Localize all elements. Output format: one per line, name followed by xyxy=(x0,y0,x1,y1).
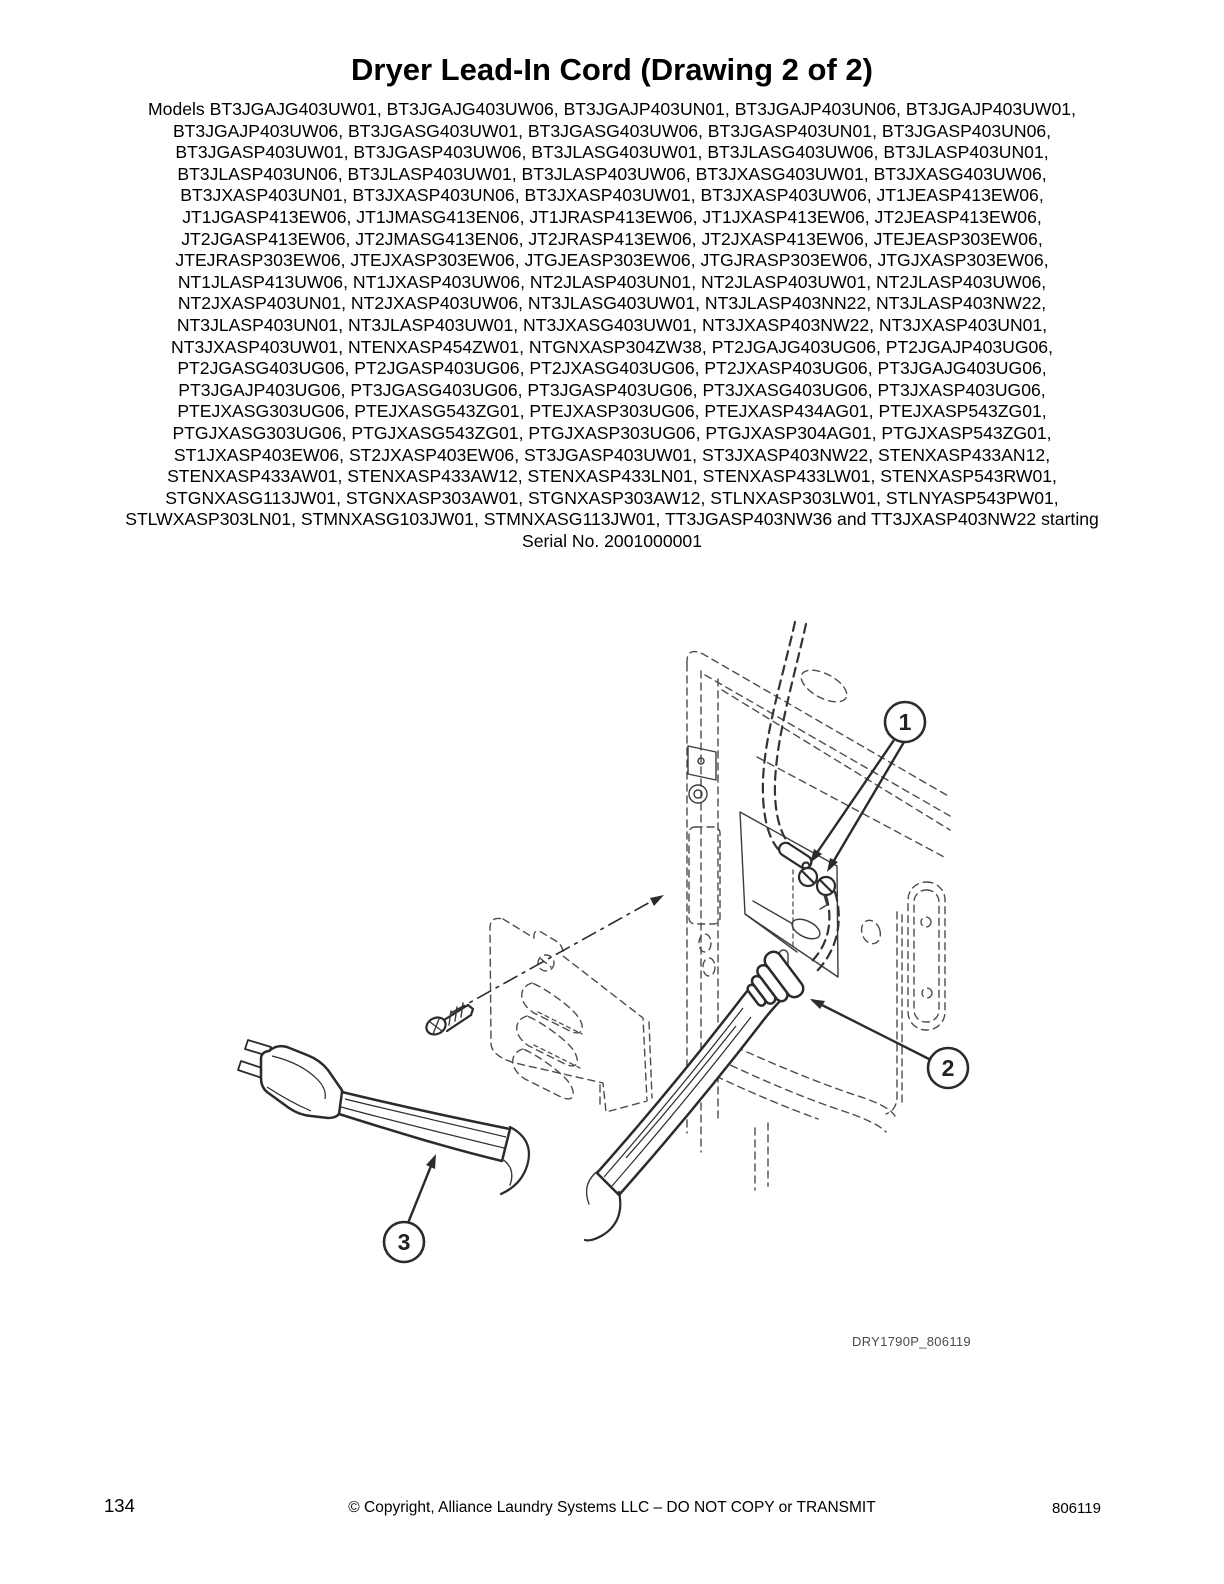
models-list-line: BT3JXASP403UN01, BT3JXASP403UN06, BT3JXASP403UW01, BT3JXASP403UW06, JT1JEASP413EW06, xyxy=(180,185,1044,206)
models-list-line: PTGJXASG303UG06, PTGJXASG543ZG01, PTGJXASP303UG06, PTGJXASP304AG01, PTGJXASP543ZG01, xyxy=(172,422,1052,443)
assembly-direction-arrow xyxy=(451,895,664,1013)
models-list-line: PT2JGASG403UG06, PT2JGASP403UG06, PT2JXASG403UG06, PT2JXASP403UG06, PT3JGAJG403UG06, xyxy=(177,358,1047,379)
power-cord-plug xyxy=(238,1040,344,1118)
models-list-line: BT3JGASP403UW01, BT3JGASP403UW06, BT3JLASG403UW01, BT3JLASG403UW06, BT3JLASP403UN01, xyxy=(175,142,1049,163)
models-list-line: BT3JLASP403UN06, BT3JLASP403UW01, BT3JLASP403UW06, BT3JXASG403UW01, BT3JXASG403UW06, xyxy=(177,163,1047,184)
power-cord xyxy=(339,972,787,1240)
models-list-line: PT3JGAJP403UG06, PT3JGASG403UG06, PT3JGASP403UG06, PT3JXASG403UG06, PT3JXASP403UG06, xyxy=(178,379,1046,400)
models-list-line: Serial No. 2001000001 xyxy=(522,530,702,551)
models-list-line: JT1JGASP413EW06, JT1JMASG413EN06, JT1JRASP413EW06, JT1JXASP413EW06, JT2JEASP413EW06, xyxy=(182,206,1042,227)
models-list-line: Models BT3JGAJG403UW01, BT3JGAJG403UW06, BT3JGAJP403UN01, BT3JGAJP403UN06, BT3JGAJP403UW01, xyxy=(148,99,1076,119)
cover-screw xyxy=(423,1003,473,1038)
models-list-line: STGNXASG113JW01, STGNXASP303AW01, STGNXASP303AW12, STLNXASP303LW01, STLNYASP543PW01, xyxy=(165,487,1059,508)
models-list-line: STENXASP433AW01, STENXASP433AW12, STENXASP433LN01, STENXASP433LW01, STENXASP543RW01, xyxy=(167,466,1057,487)
models-list-line: NT3JLASP403UN01, NT3JLASP403UW01, NT3JXASG403UW01, NT3JXASP403NW22, NT3JXASP403UN01, xyxy=(176,314,1048,335)
models-list-line: PTEJXASG303UG06, PTEJXASG543ZG01, PTEJXASP303UG06, PTEJXASP434AG01, PTEJXASP543ZG01, xyxy=(177,401,1047,422)
callout-1-number: 1 xyxy=(898,709,912,735)
models-list-line: NT1JLASP413UW06, NT1JXASP403UW06, NT2JLASP403UN01, NT2JLASP403UW01, NT2JLASP403UW06, xyxy=(177,271,1047,292)
models-list-line: ST1JXASP403EW06, ST2JXASP403EW06, ST3JGASP403UW01, ST3JXASP403NW22, STENXASP433AN12, xyxy=(173,444,1051,465)
callout-2 xyxy=(810,999,968,1088)
page-title: Dryer Lead-In Cord (Drawing 2 of 2) xyxy=(351,52,873,87)
callout-3-number: 3 xyxy=(397,1229,411,1255)
drawing-code-label: DRY1790P_806119 xyxy=(852,1334,971,1349)
models-list-line: JTEJRASP303EW06, JTEJXASP303EW06, JTGJEASP303EW06, JTGJRASP303EW06, JTGJXASP303EW06, xyxy=(175,250,1049,271)
callout-1 xyxy=(810,702,925,872)
callout-3 xyxy=(384,1154,436,1262)
access-cover-plate xyxy=(490,918,652,1112)
page-number: 134 xyxy=(104,1495,135,1516)
models-list-line: JT2JGASP413EW06, JT2JMASG413EN06, JT2JRASP413EW06, JT2JXASP413EW06, JTEJEASP303EW06, xyxy=(181,228,1043,249)
callout-2-number: 2 xyxy=(941,1055,955,1081)
copyright-text: © Copyright, Alliance Laundry Systems LLC – DO NOT COPY or TRANSMIT xyxy=(348,1499,876,1516)
models-list-line: NT3JXASP403UW01, NTENXASP454ZW01, NTGNXASP304ZW38, PT2JGAJG403UG06, PT2JGAJP403UG06, xyxy=(171,336,1053,357)
document-number: 806119 xyxy=(1052,1500,1101,1517)
models-list-line: BT3JGAJP403UW06, BT3JGASG403UW01, BT3JGASG403UW06, BT3JGASP403UN01, BT3JGASP403UN06, xyxy=(172,120,1052,141)
models-list-line: NT2JXASP403UN01, NT2JXASP403UW06, NT3JLASG403UW01, NT3JLASP403NN22, NT3JLASP403NW22, xyxy=(177,293,1047,314)
models-list-line: STLWXASP303LN01, STMNXASG103JW01, STMNXASG113JW01, TT3JGASP403NW36 and TT3JXASP403NW22 starting xyxy=(125,509,1099,530)
